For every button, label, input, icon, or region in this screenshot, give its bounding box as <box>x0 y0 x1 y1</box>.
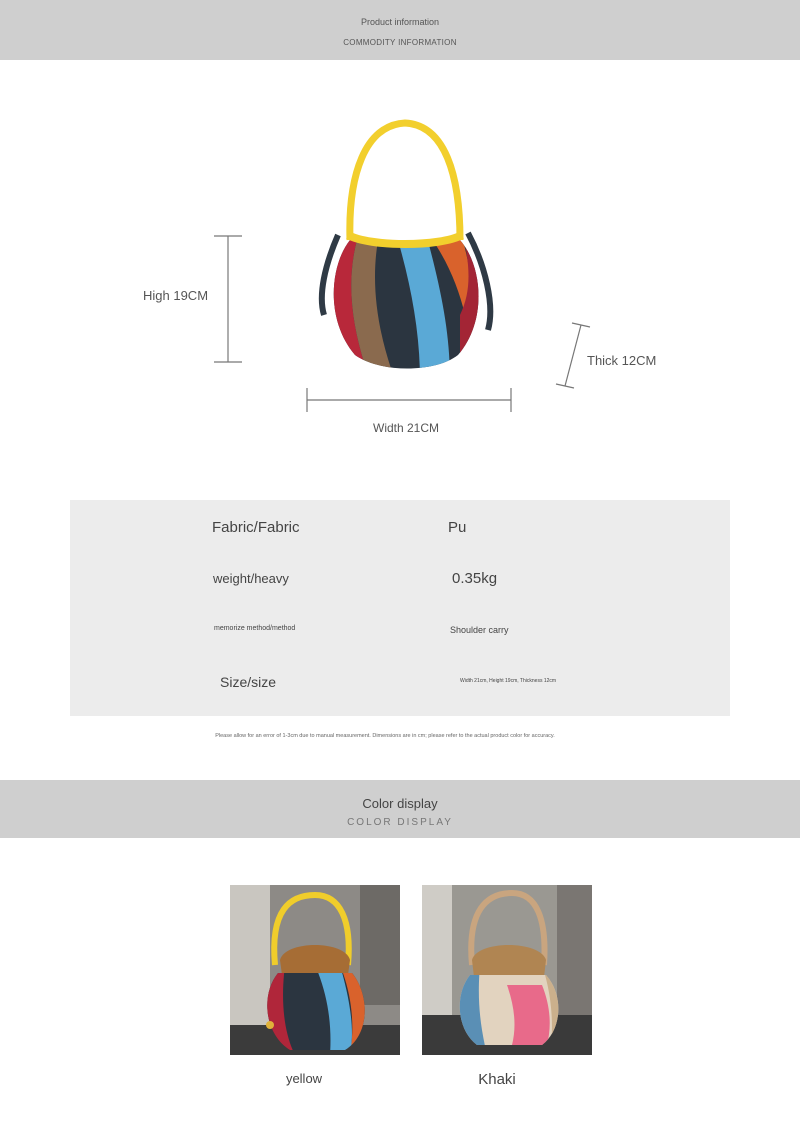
spec-key-fabric: Fabric/Fabric <box>212 519 300 536</box>
product-info-banner <box>0 0 800 60</box>
height-label: High 19CM <box>143 288 209 303</box>
color-section-title: Color display <box>362 796 438 811</box>
spec-key-method: memorize method/method <box>214 625 296 632</box>
color-option-khaki-image[interactable] <box>422 885 592 1055</box>
color-option-yellow-label: yellow <box>285 1071 323 1086</box>
spec-key-weight: weight/heavy <box>213 571 289 586</box>
color-display-banner <box>0 780 800 838</box>
spec-key-size: Size/size <box>220 674 277 690</box>
banner-subtitle: COMMODITY INFORMATION <box>343 38 457 47</box>
banner-title: Product information <box>360 17 440 27</box>
spec-table <box>70 500 730 716</box>
width-label: Width 21CM <box>373 421 440 435</box>
spec-value-weight: 0.35kg <box>452 570 498 587</box>
spec-value-method: Shoulder carry <box>450 625 509 635</box>
measurement-note: Please allow for an error of 1-3cm due to manual measurement. Dimensions are in cm; please refer to the actual product color for accuracy. <box>215 733 555 739</box>
color-option-khaki-label: Khaki <box>478 1071 516 1088</box>
color-option-yellow-image[interactable] <box>230 885 400 1055</box>
spec-value-fabric: Pu <box>448 519 467 536</box>
color-section-subtitle: COLOR DISPLAY <box>347 817 453 828</box>
product-bag-image <box>300 115 510 375</box>
thickness-label: Thick 12CM <box>587 353 657 368</box>
spec-value-size: Width 21cm, Height 19cm, Thickness 12cm <box>460 678 557 684</box>
